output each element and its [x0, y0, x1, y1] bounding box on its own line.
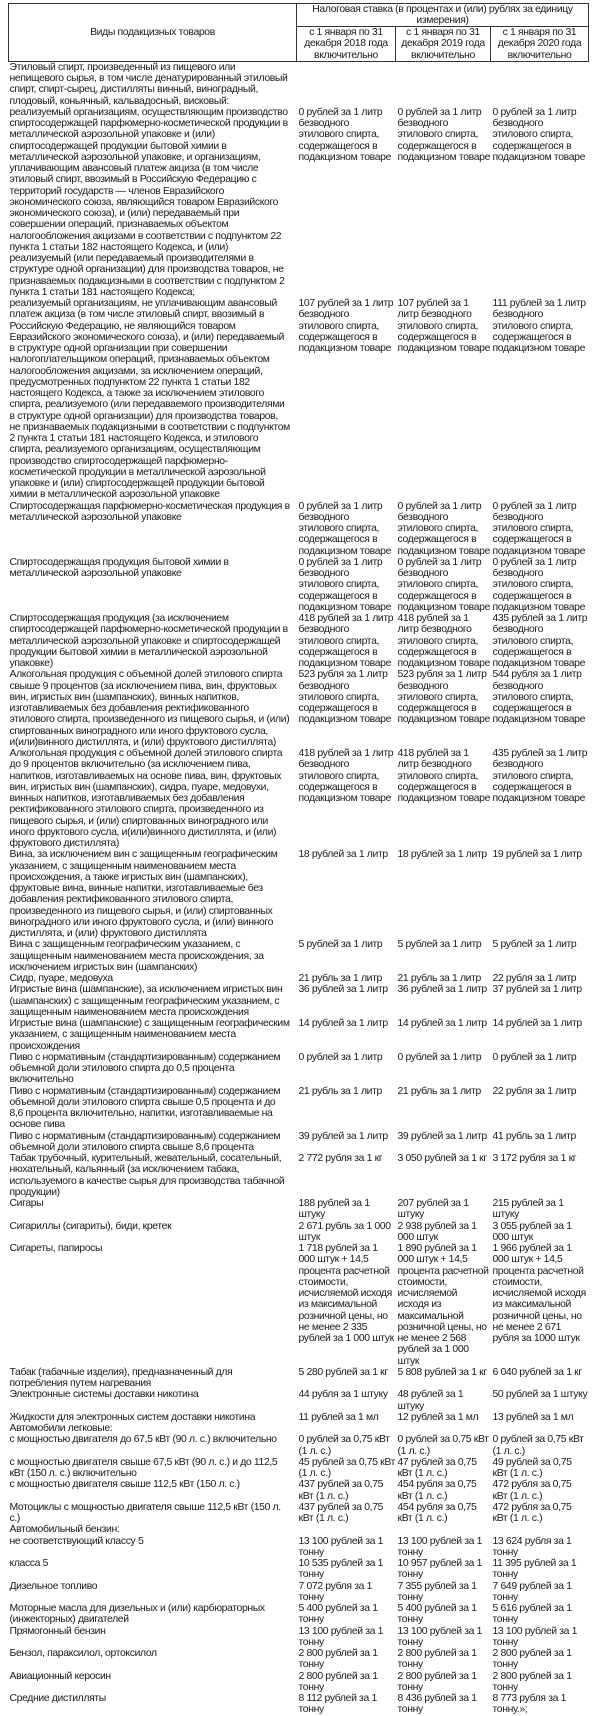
- tax-rate-cell-2019: 107 рублей за 1 литр безводного этилового спирта, содержащегося в подакцизном товаре: [397, 298, 490, 354]
- goods-type-cell: с мощностью двигателя свыше 67,5 кВт (90 л. с.) и до 112,5 кВт (150 л. с.) включительно: [9, 1456, 278, 1479]
- tax-rate-cell-2020: 50 рублей за 1 штуку: [492, 1389, 588, 1401]
- tax-rate-cell-2019: 48 рублей за 1 штуку: [397, 1389, 464, 1412]
- table-row: [9, 1153, 589, 1198]
- tax-rate-cell-2018: 1 718 рублей за 1 000 штук + 14,5 процента расчетной стоимости, исчисляемой исходя из максимальной розничной цены, но не менее 2 335 рублей за 1 000 штук: [298, 1243, 394, 1344]
- tax-rate-cell-2018: 5 рублей за 1 литр: [298, 939, 383, 951]
- table-row: [9, 501, 589, 557]
- tax-rate-cell-2020: 5 рублей за 1 литр: [492, 939, 577, 951]
- tax-rate-cell-2020: [491, 1524, 589, 1535]
- goods-type-cell: Табак трубочный, курительный, жевательный, сосательный, нюхательный, кальянный (за исключением табака, используемого в качестве сырья для производства табачной продукции): [9, 1153, 285, 1198]
- goods-type-cell: Игристые вина (шампанские), за исключением игристых вин (шампанских) с защищенным географическим указанием, с защищенным наименованием места происхождения: [9, 984, 283, 1018]
- tax-rate-cell-2018: 36 рублей за 1 литр: [298, 984, 388, 996]
- tax-rate-cell-2019: 2 800 рублей за 1 тонну: [397, 1648, 477, 1671]
- tax-rate-cell-2020: 3 055 рублей за 1 000 штук: [492, 1220, 572, 1243]
- goods-type-cell: Спиртосодержащая парфюмерно-косметическая продукция в металлической аэрозольной упаковке: [9, 500, 290, 523]
- tax-rate-cell-2020: 5 616 рублей за 1 тонну: [492, 1603, 572, 1626]
- tax-rate-cell-2019: 21 рубль за 1 литр: [397, 973, 481, 984]
- tax-rate-cell-2020: 2 800 рублей за 1 тонну: [492, 1670, 572, 1693]
- table-row: [9, 973, 589, 984]
- tax-rate-cell-2018: 2 772 рубля за 1 кг: [298, 1153, 383, 1164]
- tax-rate-cell-2019: 418 рублей за 1 литр безводного этилового спирта, содержащегося в подакцизном товаре: [397, 613, 490, 669]
- tax-rate-cell-2020: 37 рублей за 1 литр: [492, 984, 582, 996]
- tax-rate-cell-2019: 39 рублей за 1 литр: [397, 1130, 487, 1142]
- tax-rate-cell-2018: 11 рублей за 1 мл: [298, 1411, 379, 1423]
- tax-rate-cell-2019: [396, 1524, 491, 1535]
- goods-type-cell: Бензол, параксилол, ортоксилол: [9, 1648, 157, 1659]
- goods-type-cell: реализуемый организациям, осуществляющим производство спиртосодержащей парфюмерно-косметической продукции в металлической аэрозольной упаковке и (или) спиртосодержащей продукции бытовой химии в металлической аэрозольной упаковке, и организациям, уплачивающим авансовый платеж акциза (в том числе этиловый спирт, ввозимый в Российскую Федерацию с территорий государств — членов Евразийского экономического союза, являющийся товаром Евразийского экономического союза), и (или) передаваемый при совершении операций, признаваемых объектом налогообложения акцизами в соответствии с подпунктом 22 пункта 1 статьи 182 настоящего Кодекса, и (или) реализуемый (или передаваемый производителями в структуре одной организации) для производства товаров, не признаваемых подакцизными в соответствии с подпунктом 2 пункта 1 статьи 181 настоящего Кодекса;: [9, 106, 288, 298]
- tax-rate-cell-2018: 8 112 рублей за 1 тонну: [298, 1693, 377, 1716]
- table-row: [9, 1536, 589, 1559]
- tax-rate-cell-2020: 472 рубля за 0,75 кВт (1 л. с.): [492, 1479, 572, 1502]
- table-row: [9, 1018, 589, 1052]
- goods-type-cell: Сигариллы (сигариты), биди, кретек: [9, 1220, 172, 1232]
- tax-rate-cell-2020: 0 рублей за 1 литр безводного этилового спирта, содержащегося в подакцизном товаре: [492, 556, 585, 613]
- tax-rate-cell-2020: 215 рублей за 1 штуку: [492, 1198, 564, 1221]
- goods-type-cell: Алкогольная продукция с объемной долей этилового спирта свыше 9 процентов (за исключением пива, вин, фруктовых вин, игристых вин (шампанских), винных напитков, изготавливаемых без добавления ректификованного этилового спирта, произведенного из пищевого сырья, и (или) спиртованных виноградного или иного фруктового сусла, и(или)винного дистиллята, и (или) фруктового дистиллята): [9, 669, 290, 748]
- tax-rate-cell-2020: 544 рубля за 1 литр безводного этилового спирта, содержащегося в подакцизном товаре: [492, 669, 585, 726]
- tax-rate-cell-2018: 2 671 рубль за 1 000 штук: [298, 1220, 391, 1243]
- table-row: [9, 1243, 589, 1367]
- table-row: [9, 1086, 589, 1131]
- tax-rate-cell-2020: 0 рублей за 1 литр безводного этилового спирта, содержащегося в подакцизном товаре: [492, 500, 585, 557]
- tax-rate-cell-2019: 0 рублей за 1 литр безводного этилового спирта, содержащегося в подакцизном товаре: [397, 106, 490, 163]
- goods-type-cell: Вина, за исключением вин с защищенным географическим указанием, с защищенным наименованием места происхождения, а также игристых вин (шампанских), фруктовые вина, винные напитки, изготавливаемые без добавления ректификованного этилового спирта, произведенного из пищевого сырья, и (или) спиртованных виноградного или иного фруктового сусла, и (или) винного дистиллята, и (или) фруктового дистиллята: [9, 849, 278, 939]
- tax-rate-cell-2018: 418 рублей за 1 литр безводного этилового спирта, содержащегося в подакцизном товаре: [298, 748, 394, 804]
- goods-type-cell: Прямогонный бензин: [9, 1625, 106, 1637]
- tax-rate-cell-2020: 2 800 рублей за 1 тонну: [492, 1648, 572, 1671]
- table-row: [9, 1389, 589, 1412]
- tax-rate-cell-2018: 0 рублей за 1 литр: [298, 1051, 383, 1063]
- goods-type-cell: Сидр, пуаре, медовуха: [9, 973, 113, 984]
- tax-rate-cell-2018: 437 рублей за 0,75 кВт (1 л. с.): [298, 1479, 384, 1502]
- table-row: [9, 1131, 589, 1154]
- header-period-2019: с 1 января по 31 декабря 2019 года включительно: [396, 27, 491, 62]
- tax-rate-cell-2020: 13 100 рублей за 1 тонну: [492, 1625, 578, 1648]
- goods-type-cell: Сигареты, папиросы: [9, 1243, 103, 1254]
- tax-rate-cell-2018: 39 рублей за 1 литр: [298, 1130, 388, 1142]
- tax-rate-cell-2020: 7 649 рублей за 1 тонну: [492, 1580, 572, 1603]
- header-period-2020: с 1 января по 31 декабря 2020 года включительно: [491, 27, 589, 62]
- tax-rate-cell-2020: 1 966 рублей за 1 000 штук + 14,5 процента расчетной стоимости, исчисляемой исходя из максимальной розничной цены, но не менее 2 671 рубля за 1000 штук: [492, 1243, 586, 1344]
- tax-rate-cell-2019: 418 рублей за 1 литр безводного этилового спирта, содержащегося в подакцизном товаре: [397, 748, 490, 804]
- tax-rate-cell-2020: [491, 61, 589, 107]
- tax-rate-cell-2019: 1 890 рублей за 1 000 штук + 14,5 процента расчетной стоимости, исчисляемой исходя из максимальной розничной цены, но не менее 2 568 рублей за 1 000 штук: [397, 1243, 489, 1367]
- table-row: [9, 984, 589, 1018]
- excise-rates-document: [8, 3, 588, 1716]
- goods-type-cell: Моторные масла для дизельных и (или) карбюраторных (инжекторных) двигателей: [9, 1603, 265, 1626]
- table-row: [9, 849, 589, 939]
- tax-rate-cell-2020: 6 040 рублей за 1 кг: [492, 1366, 582, 1378]
- tax-rate-cell-2019: 454 рубля за 0,75 кВт (1 л. с.): [397, 1501, 477, 1524]
- table-row: [9, 1457, 589, 1480]
- tax-rate-cell-2020: 11 395 рублей за 1 тонну: [492, 1558, 577, 1581]
- goods-type-cell: Автомобили легковые:: [9, 1423, 113, 1434]
- table-row: [9, 1367, 589, 1390]
- tax-rate-cell-2018: 418 рублей за 1 литр безводного этилового спирта, содержащегося в подакцизном товаре: [298, 613, 394, 669]
- tax-rate-cell-2020: 435 рублей за 1 литр безводного этилового спирта, содержащегося в подакцизном товаре: [492, 748, 588, 804]
- tax-rate-cell-2018: 0 рублей за 1 литр безводного этилового спирта, содержащегося в подакцизном товаре: [298, 556, 391, 613]
- tax-rate-cell-2018: 7 072 рубля за 1 тонну: [298, 1580, 373, 1603]
- table-row: [9, 1434, 589, 1457]
- tax-rate-cell-2020: 13 рублей за 1 мл: [492, 1411, 574, 1423]
- table-row: [9, 1558, 589, 1581]
- tax-rate-cell-2018: 2 800 рублей за 1 тонну: [298, 1670, 378, 1693]
- table-row: [9, 1524, 589, 1535]
- tax-rate-cell-2019: 18 рублей за 1 литр: [397, 849, 487, 861]
- tax-rate-cell-2018: 13 100 рублей за 1 тонну: [298, 1625, 384, 1648]
- tax-rate-cell-2018: 5 400 рублей за 1 тонну: [298, 1603, 378, 1626]
- tax-rate-cell-2018: [297, 1423, 396, 1434]
- goods-type-cell: Авиационный керосин: [9, 1670, 111, 1682]
- tax-rate-cell-2019: 47 рублей за 0,75 кВт (1 л. с.): [397, 1456, 477, 1479]
- goods-type-cell: Табак (табачные изделия), предназначенный для потребления путем нагревания: [9, 1366, 233, 1389]
- tax-rate-cell-2019: 13 100 рублей за 1 тонну: [397, 1625, 483, 1648]
- table-row: [9, 1502, 589, 1525]
- goods-type-cell: Игристые вина (шампанские) с защищенным географическим указанием, с защищенным наименованием места происхождения: [9, 1018, 290, 1052]
- tax-rate-cell-2020: 41 рубль за 1 литр: [492, 1130, 576, 1142]
- tax-rate-cell-2020: 111 рублей за 1 литр безводного этилового спирта, содержащегося в подакцизном товаре: [492, 298, 586, 354]
- goods-type-cell: Электронные системы доставки никотина: [9, 1389, 199, 1401]
- tax-rate-cell-2020: 435 рублей за 1 литр безводного этилового спирта, содержащегося в подакцизном товаре: [492, 613, 588, 669]
- header-tax-rate-group: Налоговая ставка (в процентах и (или) рублях за единицу измерения): [297, 4, 589, 27]
- excise-rates-table: [8, 3, 589, 1716]
- tax-rate-cell-2019: 5 808 рублей за 1 кг: [397, 1366, 487, 1378]
- tax-rate-cell-2019: 36 рублей за 1 литр: [397, 984, 487, 996]
- goods-type-cell: Этиловый спирт, произведенный из пищевого или непищевого сырья, в том числе денатурированный этиловый спирт, спирт-сырец, дистилляты винный, виноградный, плодовый, коньячный, кальвадосный, висковый:: [9, 61, 288, 107]
- goods-type-cell: Спиртосодержащая продукция (за исключением спиртосодержащей парфюмерно-косметической продукции в металлической аэрозольной упаковке и спиртосодержащей продукции бытовой химии в металлической аэрозольной упаковке): [9, 613, 288, 669]
- goods-type-cell: Алкогольная продукция с объемной долей этилового спирта до 9 процентов включительно (за исключением пива, напитков, изготавливаемых на основе пива, вин, фруктовых вин, игристых вин (шампанских), сидра, пуаре, медовухи, винных напитков, изготавливаемых без добавления ректификованного этилового спирта, произведенного из пищевого сырья, и (или) спиртованных виноградного или иного фруктового сусла, и(или)винного дистиллята, и (или) фруктового дистиллята): [9, 748, 283, 849]
- goods-type-cell: Автомобильный бензин:: [9, 1524, 120, 1536]
- tax-rate-cell-2020: 8 773 рубля за 1 тонну.»;: [492, 1693, 567, 1716]
- tax-rate-cell-2020: 3 172 рубля за 1 кг: [492, 1153, 577, 1164]
- tax-rate-cell-2018: 523 рубля за 1 литр безводного этилового спирта, содержащегося в подакцизном товаре: [298, 669, 391, 726]
- goods-type-cell: Вина с защищенным географическим указанием, с защищенным наименованием места происхождения, за исключением игристых вин (шампанских): [9, 939, 264, 973]
- goods-type-cell: с мощностью двигателя свыше 112,5 кВт (150 л. с.): [9, 1479, 240, 1491]
- tax-rate-cell-2019: 2 800 рублей за 1 тонну: [397, 1670, 477, 1693]
- table-row: [9, 1648, 589, 1671]
- tax-rate-cell-2019: 21 рубль за 1 литр: [397, 1085, 481, 1097]
- table-row: [9, 1603, 589, 1626]
- goods-type-cell: Пиво с нормативным (стандартизированным) содержанием объемной доли этилового спирта до 0,5 процента включительно: [9, 1051, 281, 1086]
- table-row: [9, 1479, 589, 1502]
- table-row: [9, 107, 589, 298]
- tax-rate-cell-2020: 14 рублей за 1 литр: [492, 1018, 582, 1029]
- goods-type-cell: Средние дистилляты: [9, 1693, 106, 1704]
- tax-rate-cell-2018: 0 рублей за 1 литр безводного этилового спирта, содержащегося в подакцизном товаре: [298, 106, 391, 163]
- tax-rate-cell-2019: 0 рублей за 0,75 кВт (1 л. с.): [397, 1434, 489, 1457]
- tax-rate-cell-2019: 0 рублей за 1 литр безводного этилового спирта, содержащегося в подакцизном товаре: [397, 500, 490, 557]
- goods-type-cell: реализуемый организациям, не уплачивающим авансовый платеж акциза (в том числе этиловый спирт, ввозимый в Российскую Федерацию, не являющийся товаром Евразийского экономического союза), и (или) передаваемый в структуре одной организации при совершении налогоплательщиком операций, признаваемых объектом налогообложения акцизами, за исключением операций, предусмотренных подпунктом 22 пункта 1 статьи 182 настоящего Кодекса, а также за исключением этилового спирта, реализуемого (или передаваемого производителями в структуре одной организации) для производства товаров, не признаваемых подакцизными в соответствии с подпунктом 2 пункта 1 статьи 181 настоящего Кодекса, и этилового спирта, реализуемого организациям, осуществляющим производство спиртосодержащей парфюмерно-косметической продукции в металлической аэрозольной упаковке и (или) спиртосодержащей продукции бытовой химии в металлической аэрозольной упаковке: [9, 298, 290, 501]
- tax-rate-cell-2018: [297, 1524, 396, 1535]
- tax-rate-cell-2019: 3 050 рублей за 1 кг: [397, 1153, 487, 1164]
- tax-rate-cell-2018: 10 535 рублей за 1 тонну: [298, 1558, 384, 1581]
- tax-rate-cell-2019: 8 436 рублей за 1 тонну: [397, 1693, 477, 1716]
- tax-rate-cell-2018: 14 рублей за 1 литр: [298, 1018, 388, 1029]
- table-row: [9, 939, 589, 973]
- tax-rate-cell-2018: 45 рублей за 0,75 кВт (1 л. с.): [298, 1456, 396, 1479]
- table-row: [9, 1671, 589, 1694]
- goods-type-cell: класса 5: [9, 1558, 49, 1569]
- tax-rate-cell-2018: 188 рублей за 1 штуку: [298, 1198, 370, 1221]
- tax-rate-cell-2019: 454 рубля за 0,75 кВт (1 л. с.): [397, 1479, 477, 1502]
- table-row: [9, 669, 589, 748]
- tax-rate-cell-2018: 21 рубль за 1 литр: [298, 973, 382, 984]
- tax-rate-cell-2019: 10 957 рублей за 1 тонну: [397, 1558, 483, 1581]
- table-row: [9, 613, 589, 669]
- tax-rate-cell-2019: 2 938 рублей за 1 000 штук: [397, 1220, 477, 1243]
- goods-type-cell: Спиртосодержащая продукция бытовой химии в металлической аэрозольной упаковке: [9, 556, 229, 579]
- tax-rate-cell-2019: 12 рублей за 1 мл: [397, 1411, 479, 1423]
- goods-type-cell: Пиво с нормативным (стандартизированным) содержанием объемной доли этилового спирта свыше 8,6 процента: [9, 1130, 281, 1153]
- tax-rate-cell-2019: [396, 61, 491, 107]
- tax-rate-cell-2018: 0 рублей за 1 литр безводного этилового спирта, содержащегося в подакцизном товаре: [298, 500, 391, 557]
- goods-type-cell: Сигары: [9, 1198, 44, 1209]
- tax-rate-cell-2018: 0 рублей за 0,75 кВт (1 л. с.): [298, 1434, 390, 1457]
- tax-rate-cell-2020: 22 рубля за 1 литр: [492, 973, 577, 984]
- tax-rate-cell-2020: 13 624 рубля за 1 тонну: [492, 1535, 572, 1558]
- tax-rate-cell-2019: 5 400 рублей за 1 тонну: [397, 1603, 477, 1626]
- header-period-2018: с 1 января по 31 декабря 2018 года включительно: [297, 27, 396, 62]
- tax-rate-cell-2019: [396, 1423, 491, 1434]
- tax-rate-cell-2020: 19 рублей за 1 литр: [492, 849, 582, 861]
- table-row: [9, 748, 589, 849]
- table-row: [9, 1423, 589, 1434]
- goods-type-cell: Пиво с нормативным (стандартизированным) содержанием объемной доли этилового спирта свыше 0,5 процента и до 8,6 процента включительно, напитки, изготавливаемые на основе пива: [9, 1085, 281, 1131]
- tax-rate-cell-2020: 0 рублей за 0,75 кВт (1 л. с.): [492, 1434, 584, 1457]
- tax-rate-cell-2020: 22 рубля за 1 литр: [492, 1085, 577, 1097]
- table-row: [9, 61, 589, 107]
- tax-rate-cell-2020: 0 рублей за 1 литр безводного этилового спирта, содержащегося в подакцизном товаре: [492, 106, 585, 163]
- tax-rate-cell-2019: 0 рублей за 1 литр безводного этилового спирта, содержащегося в подакцизном товаре: [397, 556, 490, 613]
- table-row: [9, 1052, 589, 1086]
- tax-rate-cell-2019: 14 рублей за 1 литр: [397, 1018, 487, 1029]
- tax-rate-cell-2019: 523 рубля за 1 литр безводного этилового спирта, содержащегося в подакцизном товаре: [397, 669, 490, 726]
- tax-rate-cell-2020: 0 рублей за 1 литр: [492, 1051, 577, 1063]
- tax-rate-cell-2019: 207 рублей за 1 штуку: [397, 1198, 469, 1221]
- tax-rate-cell-2020: [491, 1423, 589, 1434]
- tax-rate-cell-2018: 13 100 рублей за 1 тонну: [298, 1535, 384, 1558]
- table-row: [9, 1412, 589, 1423]
- header-goods-type: Виды подакцизных товаров: [9, 4, 297, 62]
- goods-type-cell: не соответствующий классу 5: [9, 1535, 144, 1547]
- tax-rate-cell-2018: 5 280 рублей за 1 кг: [298, 1366, 388, 1378]
- goods-type-cell: Жидкости для электронных систем доставки никотина: [9, 1411, 256, 1423]
- tax-rate-cell-2018: 44 рубля за 1 штуку: [298, 1389, 388, 1401]
- tax-rate-cell-2018: 18 рублей за 1 литр: [298, 849, 388, 861]
- tax-rate-cell-2018: 21 рубль за 1 литр: [298, 1085, 382, 1097]
- table-row: [9, 1581, 589, 1604]
- goods-type-cell: Мотоциклы с мощностью двигателя свыше 112,5 кВт (150 л. с.): [9, 1501, 281, 1524]
- table-row: [9, 1626, 589, 1649]
- table-header: [9, 4, 589, 62]
- table-row: [9, 557, 589, 613]
- tax-rate-cell-2020: 49 рублей за 0,75 кВт (1 л. с.): [492, 1456, 572, 1479]
- tax-rate-cell-2018: 437 рублей за 0,75 кВт (1 л. с.): [298, 1501, 384, 1524]
- tax-rate-cell-2018: 2 800 рублей за 1 тонну: [298, 1648, 378, 1671]
- goods-type-cell: Дизельное топливо: [9, 1580, 98, 1592]
- table-row: [9, 298, 589, 501]
- table-body: [9, 61, 589, 1715]
- tax-rate-cell-2019: 13 100 рублей за 1 тонну: [397, 1535, 483, 1558]
- tax-rate-cell-2018: 107 рублей за 1 литр безводного этилового спирта, содержащегося в подакцизном товаре: [298, 298, 394, 354]
- table-row: [9, 1198, 589, 1221]
- tax-rate-cell-2019: 0 рублей за 1 литр: [397, 1051, 482, 1063]
- tax-rate-cell-2018: [297, 61, 396, 107]
- tax-rate-cell-2019: 5 рублей за 1 литр: [397, 939, 482, 951]
- table-row: [9, 1693, 589, 1716]
- tax-rate-cell-2020: 472 рубля за 0,75 кВт (1 л. с.): [492, 1501, 572, 1524]
- goods-type-cell: с мощностью двигателя до 67,5 кВт (90 л. с.) включительно: [9, 1434, 277, 1446]
- table-row: [9, 1221, 589, 1244]
- tax-rate-cell-2019: 7 355 рублей за 1 тонну: [397, 1580, 477, 1603]
